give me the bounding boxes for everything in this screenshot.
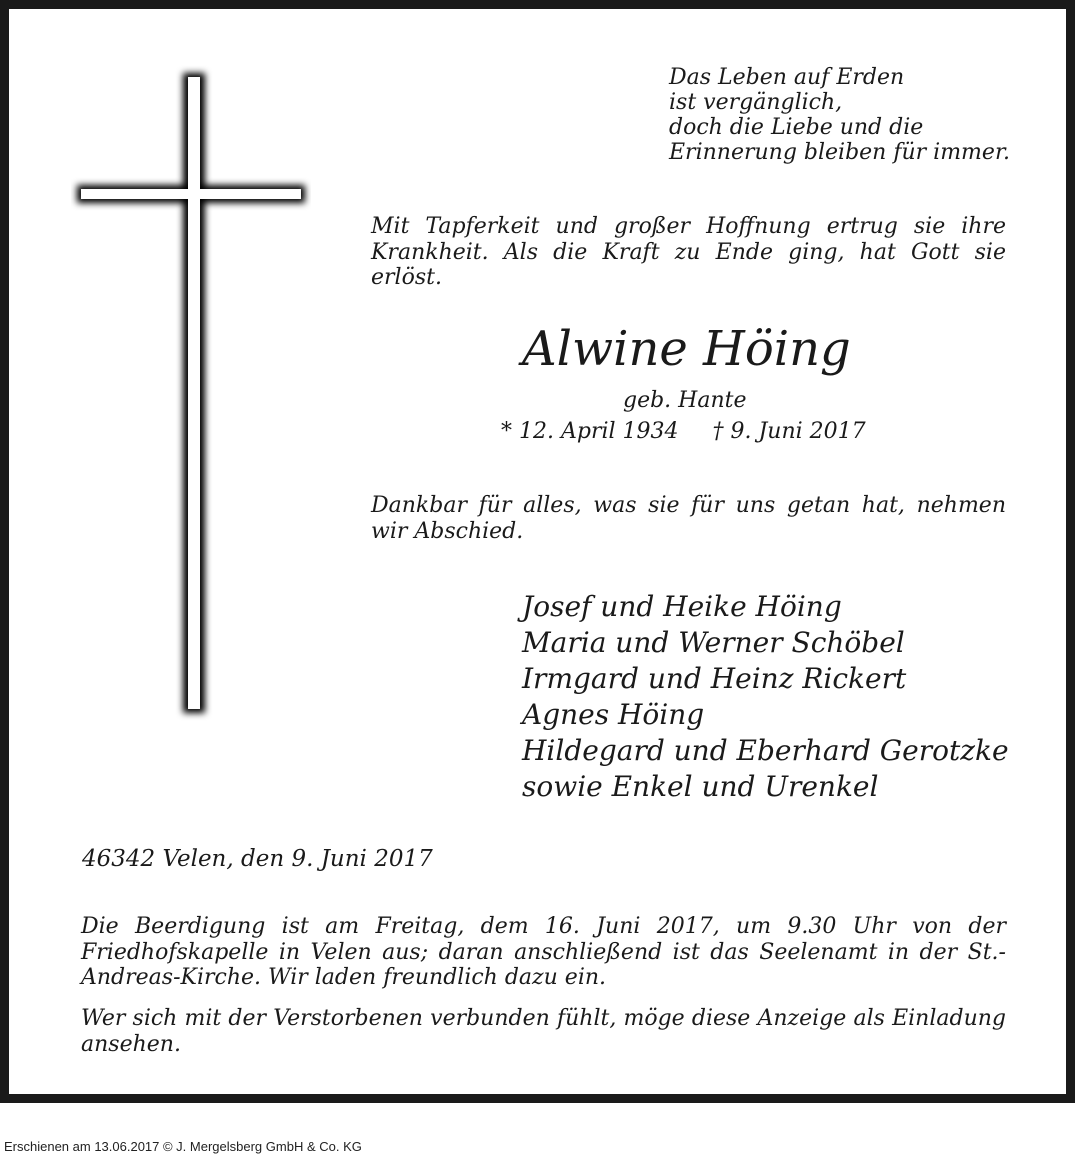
publication-footer: Erschienen am 13.06.2017 © J. Mergelsberg GmbH & Co. KG bbox=[4, 1139, 362, 1154]
mourner-name: Irmgard und Heinz Rickert bbox=[522, 662, 907, 695]
funeral-notice: Die Beerdigung ist am Freitag, dem 16. Juni 2017, um 9.30 Uhr von der Friedhofskapelle in Velen aus; daran anschließend ist das Seelenamt in der St.-Andreas-Kirche. Wir laden freundlich dazu ein. bbox=[81, 914, 1006, 990]
mourner-name: Hildegard und Eberhard Gerotzke bbox=[522, 734, 1009, 767]
mourners-list bbox=[522, 589, 1009, 805]
mourner-name: Agnes Höing bbox=[522, 698, 705, 731]
motto-line: Das Leben auf Erden bbox=[669, 65, 905, 90]
deceased-name: Alwine Höing bbox=[522, 321, 851, 377]
mourner-name: Josef und Heike Höing bbox=[522, 590, 842, 623]
thanks-paragraph: Dankbar für alles, was sie für uns getan hat, nehmen wir Abschied. bbox=[371, 493, 1006, 544]
mourner-name: sowie Enkel und Urenkel bbox=[522, 770, 879, 803]
life-dates bbox=[501, 419, 866, 445]
motto-line: ist vergänglich, bbox=[669, 90, 843, 115]
motto-line: doch die Liebe und die bbox=[669, 115, 924, 140]
intro-paragraph: Mit Tapferkeit und großer Hoffnung ertrug sie ihre Krankheit. Als die Kraft zu Ende ging, hat Gott sie erlöst. bbox=[371, 214, 1006, 290]
birth-date: * 12. April 1934 bbox=[501, 419, 679, 444]
invitation-note: Wer sich mit der Verstorbenen verbunden fühlt, möge diese Anzeige als Einladung ansehen. bbox=[81, 1006, 1006, 1057]
motto-line: Erinnerung bleiben für immer. bbox=[669, 140, 1011, 165]
motto-verse bbox=[669, 65, 1010, 165]
maiden-name: geb. Hante bbox=[623, 388, 747, 413]
cross-icon bbox=[71, 65, 311, 725]
death-date: † 9. Juni 2017 bbox=[712, 419, 866, 444]
mourner-name: Maria und Werner Schöbel bbox=[522, 626, 905, 659]
place-date: 46342 Velen, den 9. Juni 2017 bbox=[82, 846, 433, 872]
